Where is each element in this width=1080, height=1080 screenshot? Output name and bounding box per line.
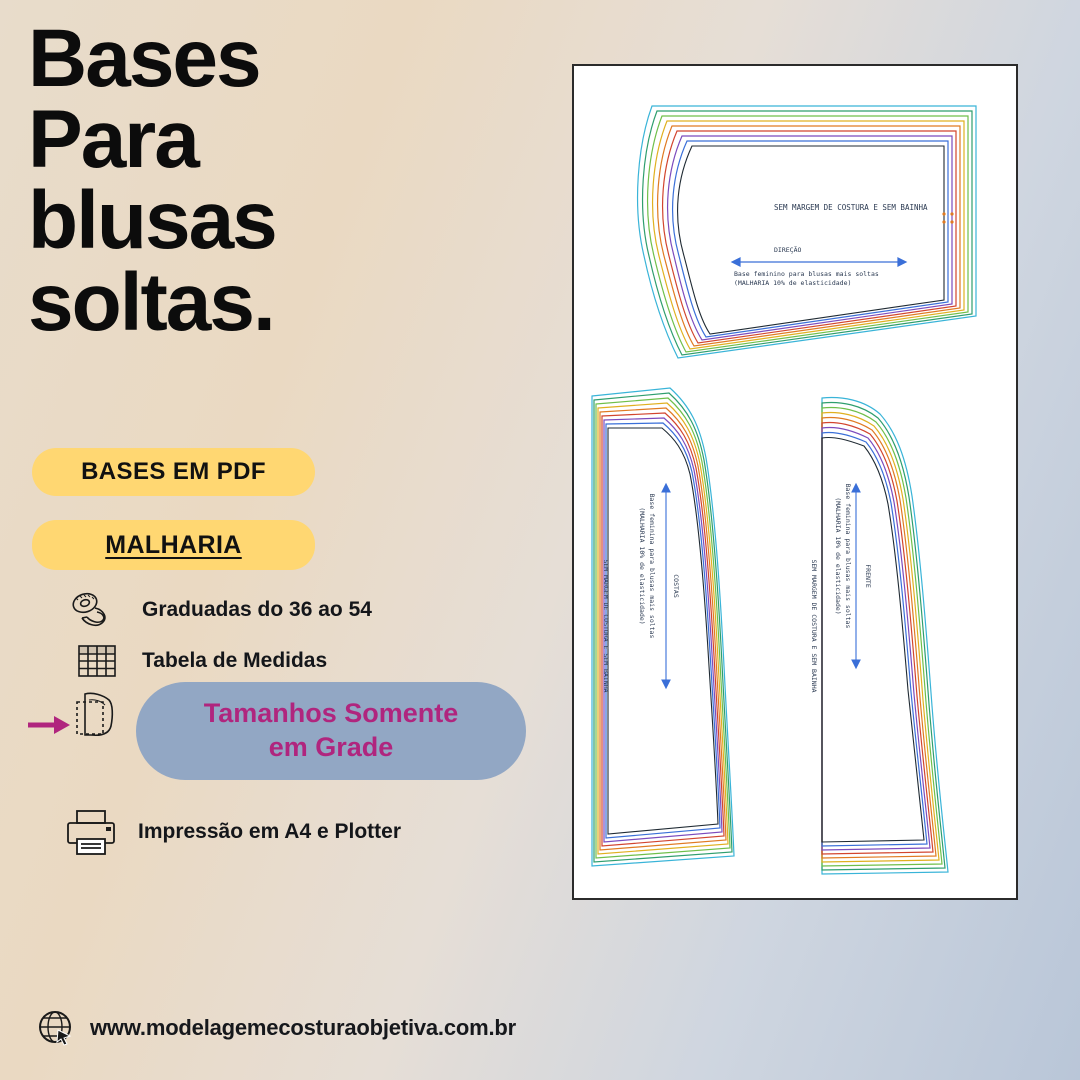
front-desc-2: (MALHARIA 10% de elasticidade) — [834, 497, 842, 615]
headline-line-1: Bases — [28, 13, 260, 104]
sleeve-grain-label: DIREÇÃO — [774, 246, 802, 254]
feature-graduadas — [66, 584, 372, 636]
headline-line-2: Para — [28, 94, 198, 186]
website-url: www.modelagemecosturaobjetiva.com.br — [90, 1015, 516, 1040]
feature-graduadas-label: Graduadas do 36 ao 54 — [142, 598, 372, 621]
badge-malharia — [32, 520, 315, 570]
headline-line-3: blusas — [28, 175, 276, 267]
feature-impressao — [62, 806, 401, 858]
sleeve-desc-1: Base feminino para blusas mais soltas — [734, 270, 879, 278]
badge-bases-em-pdf-label: BASES EM PDF — [81, 458, 266, 485]
headline-line-4: soltas. — [28, 256, 274, 348]
highlight-line-2: em Grade — [268, 732, 394, 762]
measuring-tape-icon — [66, 584, 128, 636]
feature-tamanhos-grade — [66, 688, 142, 740]
globe-cursor-icon — [34, 1006, 78, 1050]
front-desc-1: Base feminina para blusas mais soltas — [844, 483, 852, 629]
back-note: SEM MARGEM DE COSTURA E SEM BAINHA — [602, 559, 610, 693]
front-grain-label: FRENTE — [864, 564, 872, 588]
feature-tabela-medidas-label: Tabela de Medidas — [142, 649, 328, 672]
printer-icon — [62, 806, 124, 858]
highlight-badge — [136, 682, 526, 780]
badge-bases-em-pdf — [32, 448, 315, 496]
footer — [34, 1006, 516, 1050]
front-note: SEM MARGEM DE COSTURA E SEM BAINHA — [810, 559, 818, 693]
pattern-piece-icon — [66, 688, 128, 740]
table-grid-icon — [66, 635, 128, 687]
highlight-line-1: Tamanhos Somente — [203, 698, 459, 729]
arrow-right-icon — [26, 712, 72, 738]
pattern-preview-card — [572, 64, 1018, 900]
back-grain-label: COSTAS — [672, 574, 680, 598]
feature-impressao-label: Impressão em A4 e Plotter — [138, 820, 401, 843]
sleeve-note-top: SEM MARGEM DE COSTURA E SEM BAINHA — [774, 203, 928, 212]
badge-malharia-label: MALHARIA — [105, 530, 242, 559]
sleeve-desc-2: (MALHARIA 10% de elasticidade) — [734, 279, 852, 287]
feature-tabela-medidas — [66, 635, 327, 687]
pattern-sheet — [574, 66, 1016, 898]
back-desc-2: (MALHARIA 10% de elasticidade) — [638, 507, 646, 625]
back-desc-1: Base feminina para blusas mais soltas — [648, 493, 656, 639]
page-title — [28, 13, 528, 348]
